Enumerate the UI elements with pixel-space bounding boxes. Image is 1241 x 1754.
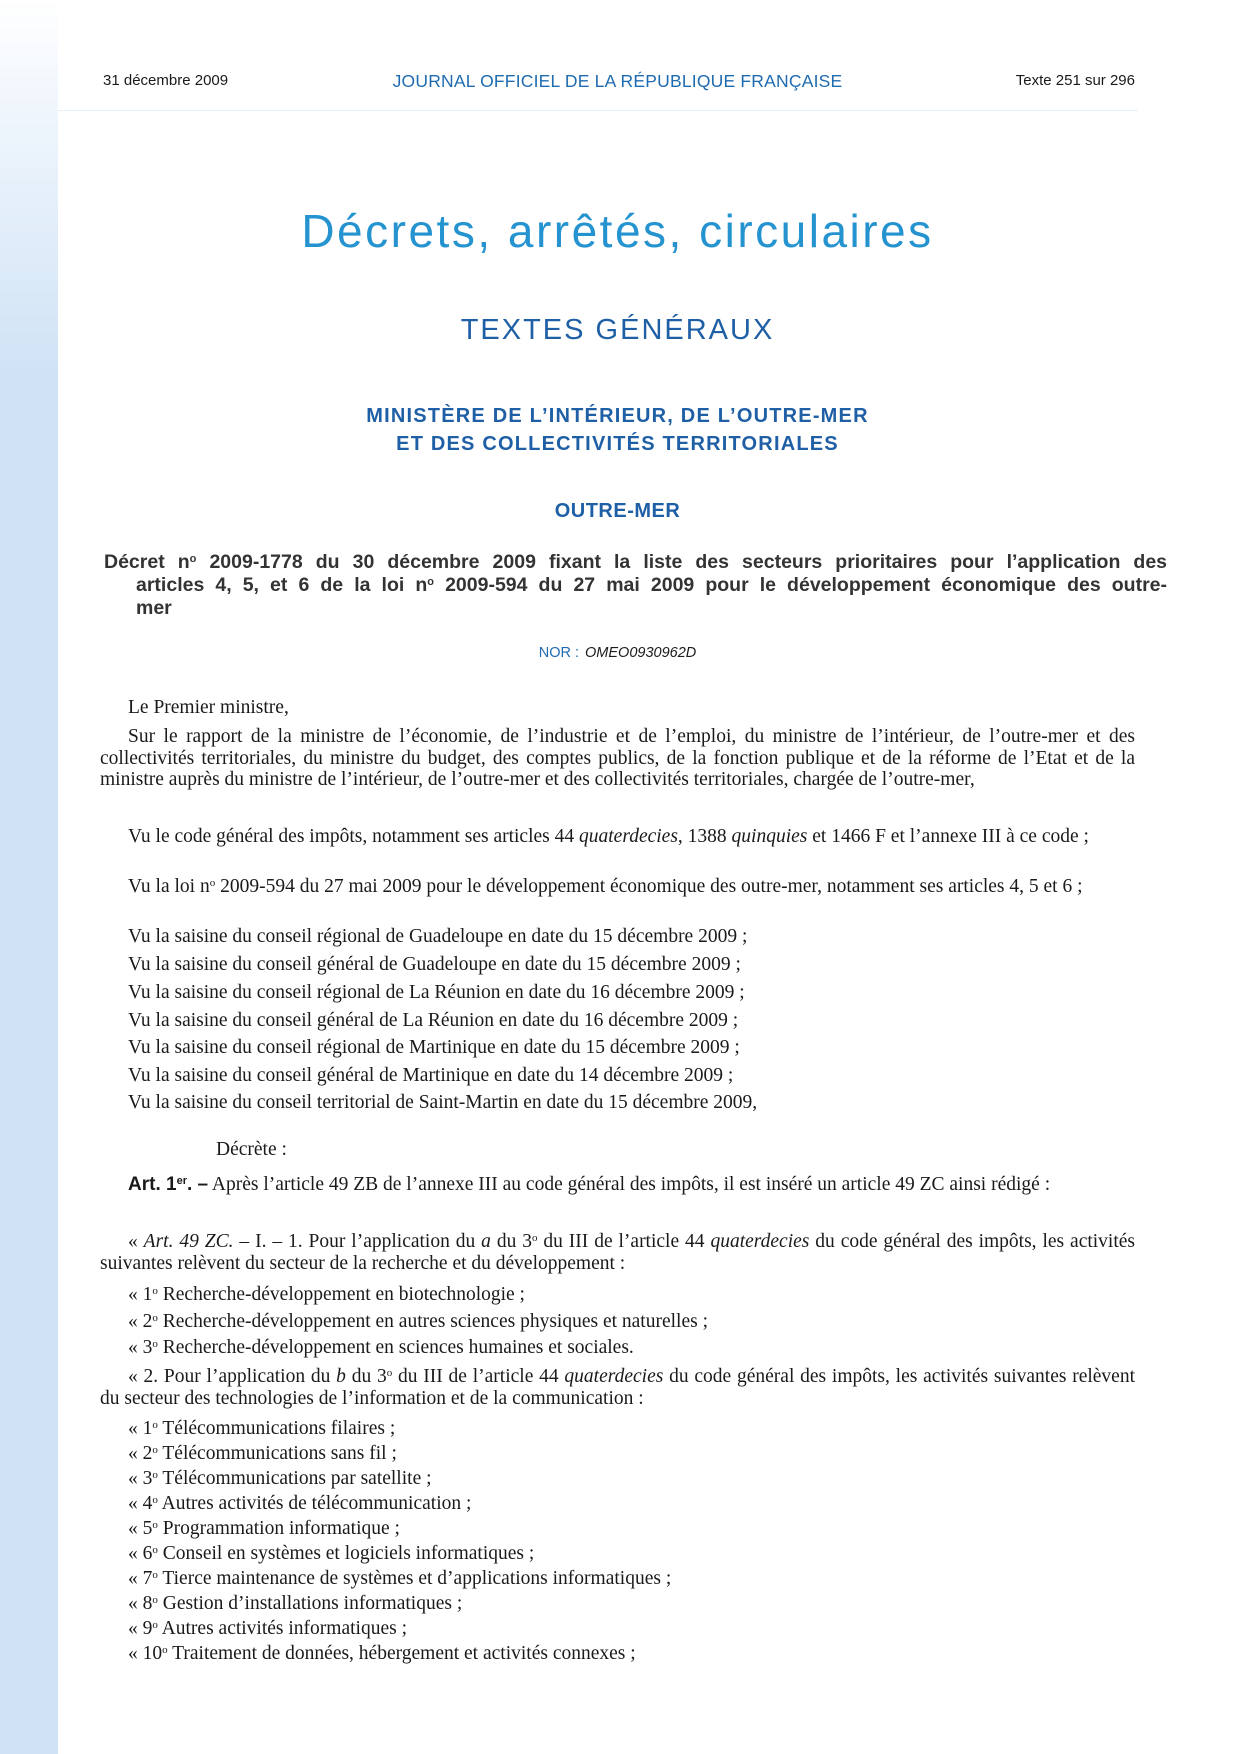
header-divider (58, 110, 1138, 111)
list-item: « 2$^o$ Recherche-développement en autres sciences physiques et naturelles ; (128, 1311, 708, 1332)
saisine-line: Vu la saisine du conseil régional de Martinique en date du 15 décembre 2009 ; (128, 1037, 740, 1058)
saisine-line: Vu la saisine du conseil régional de La Réunion en date du 16 décembre 2009 ; (128, 982, 745, 1003)
list-item: « 5$^o$ Programmation informatique ; (128, 1518, 400, 1539)
decree-title: Décret $n^o$ 2009-1778 du 30 décembre 2009 fixant la liste des secteurs prioritaires pour l’application des articles 4, 5, et 6 de la loi $n^o$ 2009-594 du 27 mai 2009 pour le développement économique des outre-mer (104, 551, 1168, 619)
list-item: « 8$^o$ Gestion d’installations informatiques ; (128, 1593, 463, 1614)
list-item: « 4$^o$ Autres activités de télécommunication ; (128, 1493, 472, 1514)
header-journal-title: JOURNAL OFFICIEL DE LA RÉPUBLIQUE FRANÇAISE (392, 71, 843, 91)
list-item: « 3$^o$ Télécommunications par satellite ; (128, 1468, 432, 1489)
list-item: « 10$^o$ Traitement de données, hébergement et activités connexes ; (128, 1643, 636, 1664)
saisine-line: Vu la saisine du conseil territorial de Saint-Martin en date du 15 décembre 2009, (128, 1092, 758, 1113)
list-item: « 1$^o$ Recherche-développement en biotechnologie ; (128, 1284, 525, 1305)
section-heading: OUTRE-MER (554, 500, 681, 522)
ministry-line-2: ET DES COLLECTIVITÉS TERRITORIALES (396, 433, 839, 455)
list-item: « 7$^o$ Tierce maintenance de systèmes et d’applications informatiques ; (128, 1568, 672, 1589)
saisine-line: Vu la saisine du conseil général de La Réunion en date du 16 décembre 2009 ; (128, 1010, 739, 1031)
premier-ministre: Le Premier ministre, (128, 697, 289, 718)
article-49zc-paragraph-2: « 2. Pour l’application du b du 3$^o$ du III de l’article 44 quaterdecies du code général des impôts, les activités suivantes relèvent du secteur des technologies de l’information et de la communication : (100, 1366, 1136, 1409)
vu-code-general: Vu le code général des impôts, notamment ses articles 44 quaterdecies, 1388 quinquies et 1466 F et l’annexe III à ce code ; (128, 826, 1089, 847)
list-item: « 1$^o$ Télécommunications filaires ; (128, 1418, 396, 1439)
list-item: « 2$^o$ Télécommunications sans fil ; (128, 1443, 397, 1464)
list-item: « 9$^o$ Autres activités informatiques ; (128, 1618, 407, 1639)
ministry-heading (100, 402, 1135, 458)
nor-value: OMEO0930962D (585, 645, 697, 661)
saisine-line: Vu la saisine du conseil général de Martinique en date du 14 décembre 2009 ; (128, 1065, 734, 1086)
vu-loi: Vu la loi $n^o$ 2009-594 du 27 mai 2009 pour le développement économique des outre-mer, notamment ses articles 4, 5 et 6 ; (128, 876, 1083, 897)
rapport-paragraph: Sur le rapport de la ministre de l’économie, de l’industrie et de l’emploi, du ministre de l’intérieur, de l’outre-mer et des collectivités territoriales, du ministre du budget, des comptes publics, de la fonction publique et de la réforme de l’Etat et de la ministre auprès du ministre de l’intérieur, de l’outre-mer et des collectivités territoriales, chargée de l’outre-mer, (100, 726, 1135, 790)
article-1: Art. 1er. – Après l’article 49 ZB de l’annexe III au code général des impôts, il est inséré un article 49 ZC ainsi rédigé : (128, 1174, 1051, 1195)
nor-label: NOR : (538, 645, 580, 661)
article-1-label: Art. 1er. – (128, 1174, 209, 1195)
saisine-line: Vu la saisine du conseil général de Guadeloupe en date du 15 décembre 2009 ; (128, 954, 741, 975)
page-side-band (0, 0, 58, 1754)
header-text-number: Texte 251 sur 296 (1015, 72, 1135, 89)
list-item: « 6$^o$ Conseil en systèmes et logiciels informatiques ; (128, 1543, 535, 1564)
header-date: 31 décembre 2009 (103, 72, 229, 89)
saisine-line: Vu la saisine du conseil régional de Guadeloupe en date du 15 décembre 2009 ; (128, 926, 748, 947)
ministry-line-1: MINISTÈRE DE L’INTÉRIEUR, DE L’OUTRE-MER (366, 405, 869, 427)
page-title: Décrets, arrêtés, circulaires (301, 205, 934, 257)
nor-reference (100, 645, 1135, 661)
page-subtitle: TEXTES GÉNÉRAUX (460, 314, 775, 346)
decrete-heading: Décrète : (216, 1139, 287, 1160)
article-49zc-paragraph-1: « Art. 49 ZC. – I. – 1. Pour l’application du a du 3$^o$ du III de l’article 44 quaterdecies du code général des impôts, les activités suivantes relèvent du secteur de la recherche et du développement : (100, 1231, 1136, 1274)
page-header (100, 72, 1135, 94)
list-item: « 3$^o$ Recherche-développement en sciences humaines et sociales. (128, 1337, 634, 1358)
